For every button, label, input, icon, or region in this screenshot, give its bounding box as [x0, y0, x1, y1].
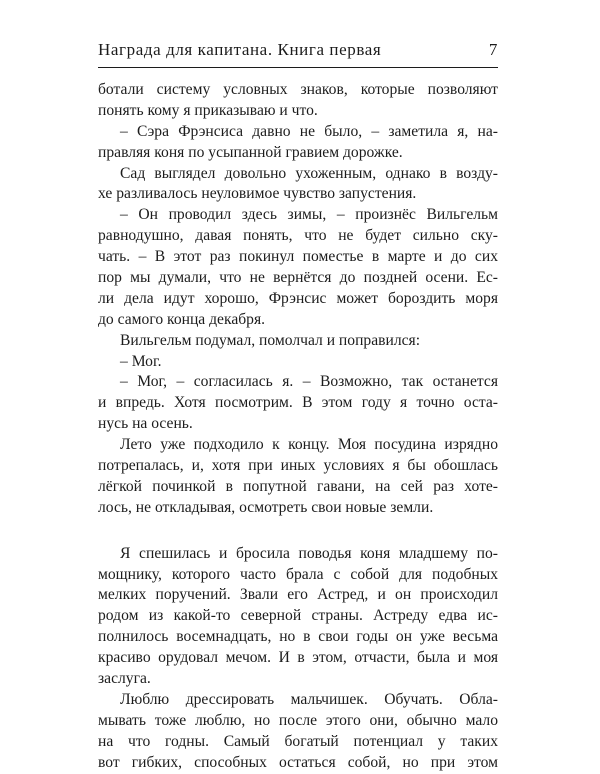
text-line: – Сэра Фрэнсиса давно не было, – заметила я, на- [120, 122, 498, 140]
text-line: потрепалась, и, хотя при иных условиях я бы обошлась [98, 457, 498, 475]
book-title: Награда для капитана. Книга первая [98, 40, 382, 59]
body-text [98, 80, 498, 774]
text-line: – Мог. [120, 352, 162, 370]
text-line: лёгкой починкой в попутной гавани, на сей раз хоте- [98, 477, 498, 495]
text-line: и впредь. Хотя посмотрим. В этом году я точно оста- [98, 394, 498, 412]
text-line: полнилось восемнадцать, но в свои годы он уже весьма [98, 628, 498, 646]
text-line: заслуга. [98, 670, 151, 688]
text-line: до самого конца декабря. [98, 310, 266, 328]
text-line: лось, не откладывая, осмотреть свои новые земли. [98, 498, 434, 516]
text-line: красиво орудовал мечом. И в этом, отчасти, была и моя [98, 649, 498, 667]
text-line: Люблю дрессировать мальчишек. Обучать. Обла- [120, 690, 498, 708]
text-line: равнодушно, давая понять, что не будет сильно ску- [98, 227, 498, 245]
text-line: Сад выглядел довольно ухоженным, однако в возду- [120, 164, 498, 182]
text-line: Я спешилась и бросила поводья коня младшему по- [120, 544, 498, 562]
text-line: родом из какой-то северной страны. Астреду едва ис- [98, 607, 498, 625]
text-line: мощнику, которого часто брала с собой для подобных [98, 565, 498, 583]
page-number: 7 [488, 40, 498, 59]
text-line: нусь на осень. [98, 415, 193, 433]
text-line: вот гибких, способных остаться собой, но при этом [98, 753, 498, 771]
text-line: правляя коня по усыпанной гравием дорожке. [98, 143, 403, 161]
text-line: мелких поручений. Звали его Астред, и он происходил [98, 586, 498, 604]
text-line: мывать тоже люблю, но после этого они, обычно мало [98, 711, 498, 729]
text-line: ботали систему условных знаков, которые позволяют [98, 81, 498, 98]
text-line: чать. – В этот раз покинул поместье в марте и до сих [98, 248, 498, 266]
book-page [98, 0, 498, 771]
section-break [98, 519, 498, 544]
text-line: пор мы думали, что не вернётся до поздней осени. Ес- [98, 269, 498, 287]
header-rule [98, 67, 498, 68]
text-line: Вильгельм подумал, помолчал и поправился: [120, 331, 421, 349]
running-head [98, 40, 498, 62]
text-line: понять кому я приказываю и что. [98, 101, 318, 119]
text-line: на что годны. Самый богатый потенциал у таких [98, 732, 498, 750]
text-line: Лето уже подходило к концу. Моя посудина изрядно [120, 436, 498, 454]
text-line: ли дела идут хорошо, Фрэнсис может бороздить моря [98, 289, 498, 307]
text-line: – Мог, – согласилась я. – Возможно, так останется [120, 373, 498, 391]
text-line: – Он проводил здесь зимы, – произнёс Вильгельм [120, 206, 498, 224]
text-line: хе разливалось неуловимое чувство запустения. [98, 185, 417, 203]
